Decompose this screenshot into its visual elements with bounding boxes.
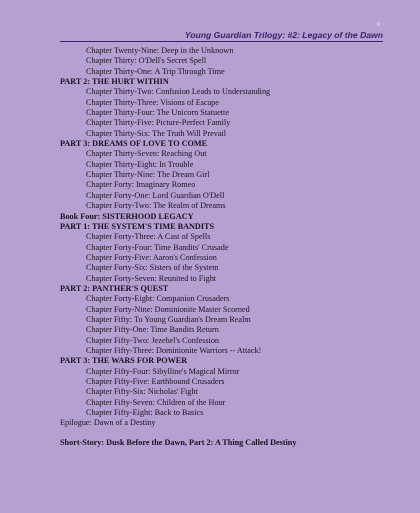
toc-chapter-entry: Chapter Forty-Four: Time Bandits' Crusade xyxy=(86,242,229,252)
corner-mark: ≡ xyxy=(376,22,380,28)
toc-chapter-entry: Chapter Fifty-Four: Sibylline's Magical Mirror xyxy=(86,366,240,376)
toc-chapter-entry: Chapter Thirty-Nine: The Dream Girl xyxy=(86,170,210,180)
toc-chapter-entry: Chapter Thirty-Six: The Truth Will Prevail xyxy=(86,128,226,138)
toc-part-heading: PART 2: PANTHER'S QUEST xyxy=(60,283,169,293)
toc-chapter-entry: Chapter Thirty-One: A Trip Through Time xyxy=(86,66,225,76)
toc-chapter-entry: Chapter Forty-One: Lord Guardian O'Dell xyxy=(86,190,225,200)
toc-chapter-entry: Chapter Thirty-Eight: In Trouble xyxy=(86,159,194,169)
toc-chapter-entry: Chapter Fifty-Eight: Back to Basics xyxy=(86,408,204,418)
toc-chapter-entry: Chapter Forty-Six: Sisters of the System xyxy=(86,263,219,273)
toc-chapter-entry: Chapter Thirty-Four: The Unicorn Statuette xyxy=(86,108,229,118)
toc-chapter-entry: Chapter Twenty-Nine: Deep in the Unknown xyxy=(86,46,234,55)
toc-chapter-entry: Chapter Forty: Imaginary Romeo xyxy=(86,180,196,190)
toc-part-heading: PART 2: THE HURT WITHIN xyxy=(60,77,169,87)
toc-part-heading: PART 3: DREAMS OF LOVE TO COME xyxy=(60,139,208,149)
toc-chapter-entry: Chapter Fifty-Three: Dominionite Warriors -- Attack! xyxy=(86,345,262,355)
toc-chapter-entry: Chapter Thirty-Three: Visions of Escape xyxy=(86,97,219,107)
toc-chapter-entry: Chapter Fifty-One: Time Bandits Return xyxy=(86,325,219,335)
toc-chapter-entry: Chapter Forty-Seven: Reunited to Fight xyxy=(86,273,217,283)
toc-chapter-entry: Chapter Fifty-Seven: Children of the Hour xyxy=(86,397,226,407)
toc-chapter-entry: Chapter Forty-Three: A Cast of Spells xyxy=(86,232,211,242)
toc-book-heading: Book Four: SISTERHOOD LEGACY xyxy=(60,211,194,221)
toc-chapter-entry: Chapter Thirty-Two: Confusion Leads to Understanding xyxy=(86,87,271,97)
toc-chapter-entry: Chapter Forty-Eight: Companion Crusaders xyxy=(86,294,230,304)
toc-chapter-entry: Chapter Forty-Two: The Realm of Dreams xyxy=(86,201,226,211)
toc-chapter-entry: Chapter Forty-Five: Aaron's Confession xyxy=(86,252,217,262)
table-of-contents xyxy=(60,46,390,448)
toc-chapter-entry: Chapter Fifty-Two: Jezebel's Confession xyxy=(86,335,220,345)
toc-chapter-entry: Chapter Fifty: To Young Guardian's Dream Realm xyxy=(86,314,251,324)
toc-part-heading: PART 3: THE WARS FOR POWER xyxy=(60,356,188,366)
toc-chapter-entry: Chapter Fifty-Six: Nicholas' Fight xyxy=(86,387,198,397)
page-header-title: Young Guardian Trilogy: #2: Legacy of the Dawn xyxy=(184,30,383,40)
header-rule xyxy=(60,41,383,42)
toc-chapter-entry: Chapter Thirty-Seven: Reaching Out xyxy=(86,149,207,159)
toc-chapter-entry: Chapter Fifty-Five: Earthbound Crusaders xyxy=(86,377,225,386)
toc-part-heading: PART 1: THE SYSTEM'S TIME BANDITS xyxy=(60,221,215,231)
toc-spacer xyxy=(60,429,390,438)
toc-epilogue-entry: Epilogue: Dawn of a Destiny xyxy=(60,418,156,428)
toc-chapter-entry: Chapter Forty-Nine: Dominionite Master Scorned xyxy=(86,304,250,314)
toc-chapter-entry: Chapter Thirty-Five: Picture-Perfect Family xyxy=(86,118,231,128)
toc-short-story-entry: Short-Story: Dusk Before the Dawn, Part 2: A Thing Called Destiny xyxy=(60,437,297,447)
toc-chapter-entry: Chapter Thirty: O'Dell's Secret Spell xyxy=(86,56,207,66)
